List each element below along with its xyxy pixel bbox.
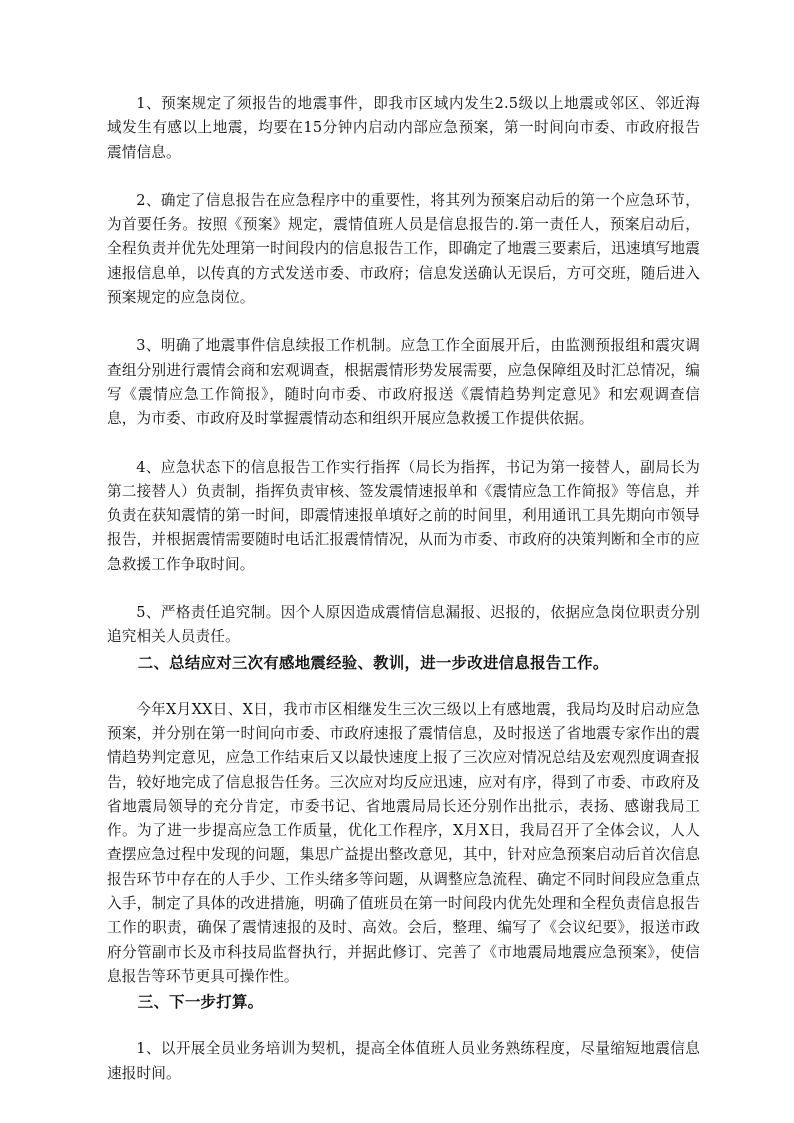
section-3-paragraph: 1、以开展全员业务培训为契机，提高全体值班人员业务熟练程度，尽量缩短地震信息速报时间。 [107, 1040, 700, 1082]
paragraph-item-3: 3、明确了地震事件信息续报工作机制。应急工作全面展开后，由监测预报组和震灾调查组分别进行震情会商和宏观调查，根据震情形势发展需要，应急保障组及时汇总情况，编写《震情应急工作简报》，随时向市委、市政府报送《震情趋势判定意见》和宏观调查信息，为市委、市政府及时掌握震情动态和组织开展应急救援工作提供依据。 [107, 337, 700, 428]
paragraph-item-1: 1、预案规定了须报告的地震事件，即我市区域内发生2.5级以上地震或邻区、邻近海域发生有感以上地震，均要在15分钟内启动内部应急预案，第一时间向市委、市政府报告震情信息。 [107, 95, 700, 161]
paragraph-item-4: 4、应急状态下的信息报告工作实行指挥（局长为指挥，书记为第一接替人，副局长为第二接替人）负责制，指挥负责审核、签发震情速报单和《震情应急工作简报》等信息，并负责在获知震情的第一时间，即震情速报单填好之前的时间里，利用通讯工具先期向市领导报告，并根据震情需要随时电话汇报震情情况，从而为市委、市政府的决策判断和全市的应急救援工作争取时间。 [107, 458, 700, 573]
section-2-paragraph: 今年X月XX日、X日，我市市区相继发生三次三级以上有感地震，我局均及时启动应急预案，并分别在第一时间向市委、市政府速报了震情信息，及时报送了省地震专家作出的震情趋势判定意见，应急工作结束后又以最快速度上报了三次应对情况总结及宏观烈度调查报告，较好地完成了信息报告任务。三次应对均反应迅速，应对有序，得到了市委、市政府及省地震局领导的充分肯定，市委书记、省地震局局长还分别作出批示，表扬、感谢我局工作。为了进一步提高应急工作质量，优化工作程序，X月X日，我局召开了全体会议，人人查摆应急过程中发现的问题，集思广益提出整改意见，其中，针对应急预案启动后首次信息报告环节中存在的人手少、工作头绪多等问题，从调整应急流程、确定不同时间段应急重点入手，制定了具体的改进措施，明确了值班员在第一时间段内优先处理和全程负责信息报告工作的职责，确保了震情速报的及时、高效。会后，整理、编写了《会议纪要》，报送市政府分管副市长及市科技局监督执行，并据此修订、完善了《市地震局地震应急预案》，使信息报告等环节更具可操作性。 [107, 700, 700, 985]
section-heading-2: 二、总结应对三次有感地震经验、教训，进一步改进信息报告工作。 [137, 653, 609, 672]
document-body [107, 92, 700, 1086]
paragraph-item-5: 5、严格责任追究制。因个人原因造成震情信息漏报、迟报的，依据应急岗位职责分别追究相关人员责任。 [107, 604, 700, 646]
section-heading-3: 三、下一步打算。 [137, 993, 264, 1012]
paragraph-item-2: 2、确定了信息报告在应急程序中的重要性，将其列为预案启动后的第一个应急环节，为首要任务。按照《预案》规定，震情值班人员是信息报告的.第一责任人，预案启动后，全程负责并优先处理第一时间段内的信息报告工作，即确定了地震三要素后，迅速填写地震速报信息单，以传真的方式发送市委、市政府；信息发送确认无误后，方可交班，随后进入预案规定的应急岗位。 [107, 191, 700, 307]
